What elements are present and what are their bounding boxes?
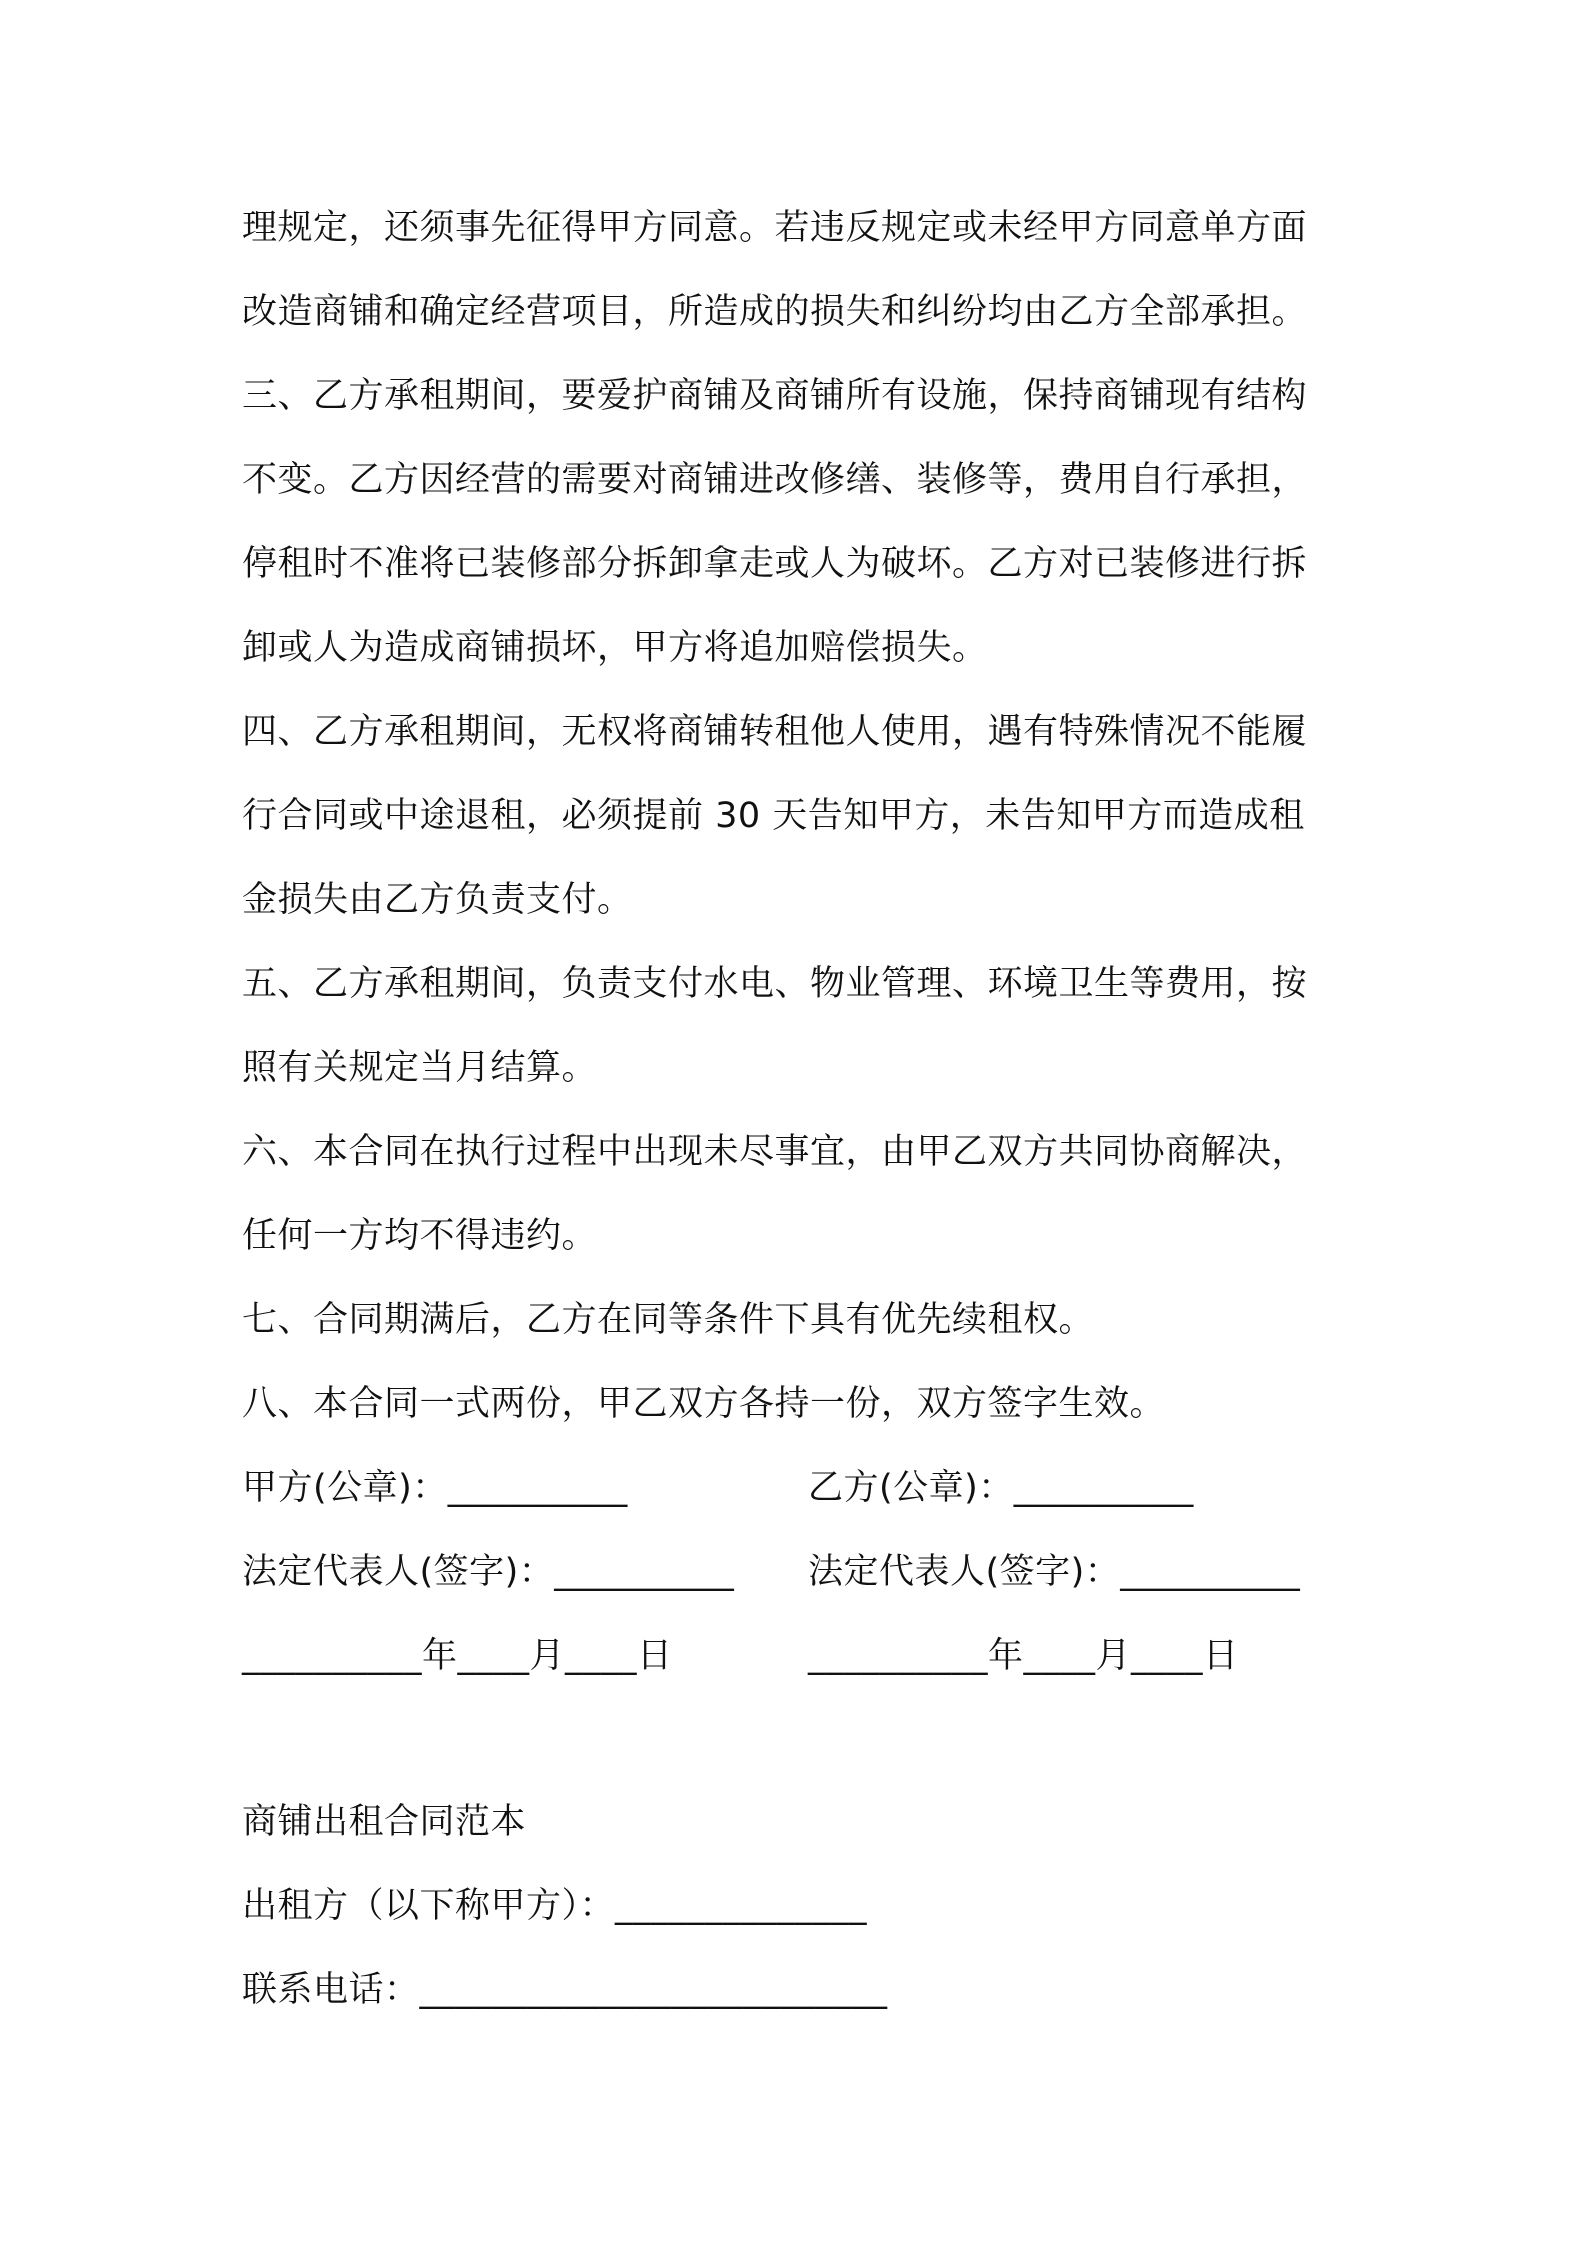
party-a-seal-field: 甲方(公章)：__________ <box>242 1468 628 1508</box>
clause-3-line-4: 卸或人为造成商铺损坏，甲方将追加赔偿损失。 <box>242 628 988 668</box>
body-line-1: 理规定，还须事先征得甲方同意。若违反规定或未经甲方同意单方面 <box>242 208 1308 248</box>
clause-4-line-1: 四、乙方承租期间，无权将商铺转租他人使用，遇有特殊情况不能履 <box>242 712 1308 752</box>
clause-3-line-1: 三、乙方承租期间，要爱护商铺及商铺所有设施，保持商铺现有结构 <box>242 376 1308 416</box>
party-b-representative-field: 法定代表人(签字)：__________ <box>808 1552 1301 1592</box>
clause-3-line-2: 不变。乙方因经营的需要对商铺进改修缮、装修等，费用自行承担， <box>242 460 1308 500</box>
clause-4-line-2: 行合同或中途退租，必须提前 30 天告知甲方，未告知甲方而造成租 <box>242 796 1305 836</box>
next-section-title: 商铺出租合同范本 <box>242 1802 527 1842</box>
clause-8: 八、本合同一式两份，甲乙双方各持一份，双方签字生效。 <box>242 1384 1166 1424</box>
clause-4-line-3: 金损失由乙方负责支付。 <box>242 880 633 920</box>
clause-6-line-2: 任何一方均不得违约。 <box>242 1216 598 1256</box>
lessor-field: 出租方（以下称甲方）：______________ <box>242 1886 868 1926</box>
phone-field: 联系电话：__________________________ <box>242 1970 888 2010</box>
clause-5-line-2: 照有关规定当月结算。 <box>242 1048 598 1088</box>
clause-6-line-1: 六、本合同在执行过程中出现未尽事宜，由甲乙双方共同协商解决， <box>242 1132 1308 1172</box>
clause-5-line-1: 五、乙方承租期间，负责支付水电、物业管理、环境卫生等费用，按 <box>242 964 1308 1004</box>
clause-3-line-3: 停租时不准将已装修部分拆卸拿走或人为破坏。乙方对已装修进行拆 <box>242 544 1308 584</box>
clause-7: 七、合同期满后，乙方在同等条件下具有优先续租权。 <box>242 1300 1095 1340</box>
party-b-date-field: __________年____月____日 <box>808 1636 1239 1676</box>
party-a-representative-field: 法定代表人(签字)：__________ <box>242 1552 735 1592</box>
party-b-seal-field: 乙方(公章)：__________ <box>808 1468 1194 1508</box>
body-line-2: 改造商铺和确定经营项目，所造成的损失和纠纷均由乙方全部承担。 <box>242 292 1308 332</box>
party-a-date-field: __________年____月____日 <box>242 1636 673 1676</box>
